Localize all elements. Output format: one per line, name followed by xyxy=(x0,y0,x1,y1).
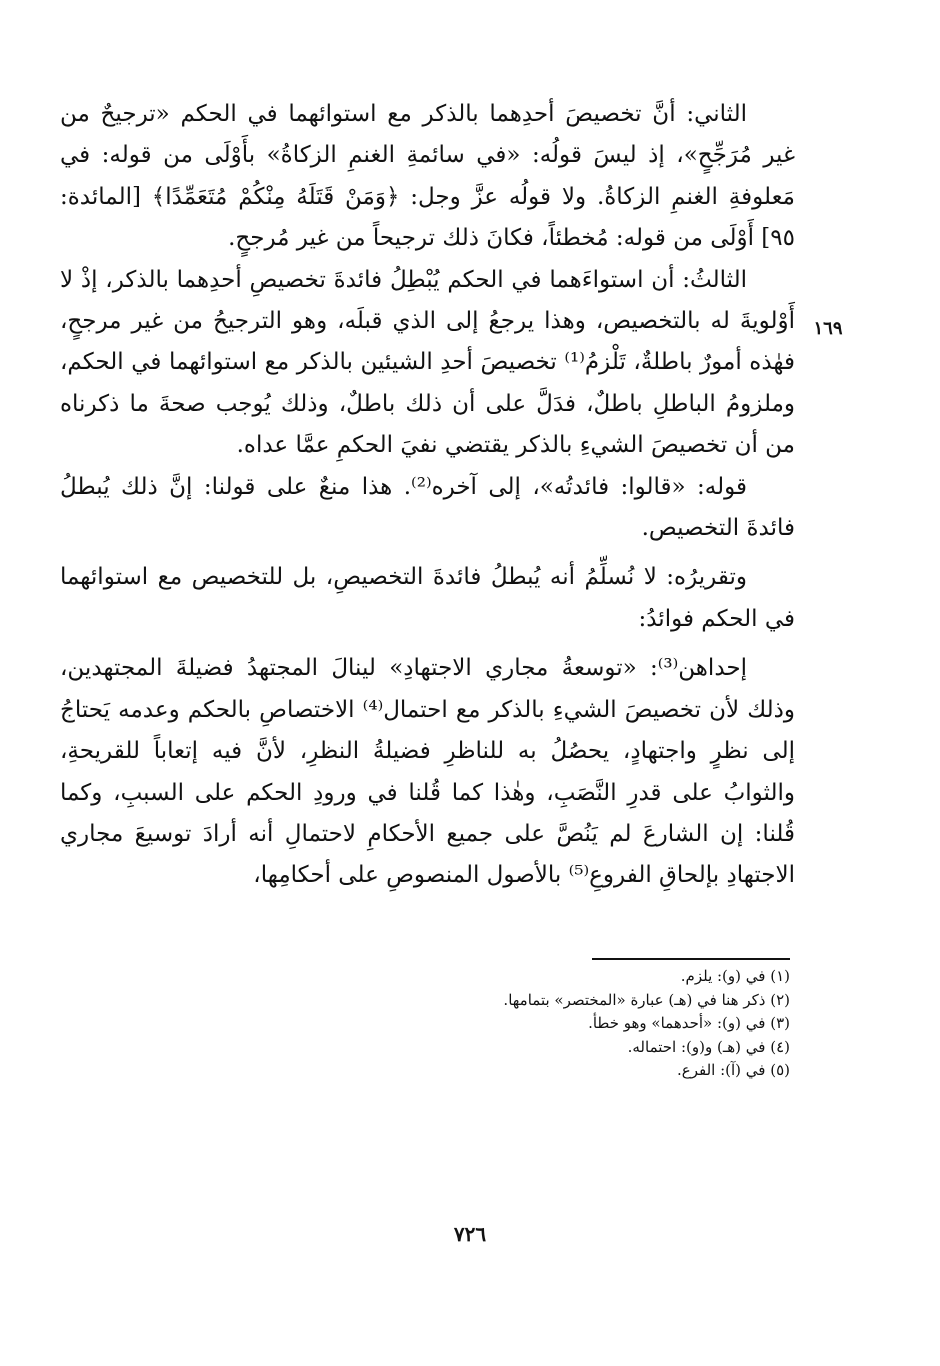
footnote-4: (٤) في (هـ) و(و): احتماله. xyxy=(627,1037,790,1056)
page-number: ٧٢٦ xyxy=(453,1222,487,1246)
footnote-3: (٣) في (و): «أحدهما» وهو خطأ. xyxy=(588,1014,790,1032)
paragraph-objection: قوله: «قالوا: فائدتُه»، إلى آخره⁽²⁾. هذا منعٌ على قولنا: إنَّ ذلك يُبطلُ فائدةَ التخصيص. xyxy=(60,473,795,542)
footnote-divider xyxy=(592,958,790,960)
margin-page-reference: ١٦٩ xyxy=(813,318,843,339)
paragraph-first-benefit: إحداهن⁽³⁾: «توسعةُ مجاري الاجتهادِ» لينالَ المجتهدُ فضيلةَ المجتهدين، وذلك لأن تخصيصَ الشيءِ بالذكر مع احتمال⁽⁴⁾ الاختصاصِ بالحكم وعدمه يَحتاجُ إلى نظرٍ واجتهادٍ، يحصُلُ به للناظرِ فضيلةُ النظرِ، لأنَّ فيه إتعاباً للقريحةِ، والثوابُ على قدرِ النَّصَبِ، وهٰذا كما قُلنا في ورودِ الحكم على السببِ، وكما قُلنا: إن الشارعَ لم يَنُصَّ على جميع الأحكامِ لاحتمالِ أنه أرادَ توسيعَ مجاري الاجتهادِ بإلحاقِ الفروعِ⁽⁵⁾ بالأصول المنصوصِ على أحكامِها، xyxy=(60,655,795,889)
paragraph-second-argument: الثاني: أنَّ تخصيصَ أحدِهما بالذكر مع استوائهما في الحكم «ترجيحٌ من غير مُرَجِّحٍ»، إذ ليسَ قولُه: «في سائمةِ الغنمِ الزكاةُ» بأَوْلَى من قوله: في مَعلوفةِ الغنمِ الزكاةُ. ولا قولُه عزَّ وجل: ﴿وَمَنْ قَتَلَهُ مِنْكُمْ مُتَعَمِّدًا﴾ [المائدة: ٩٥] أَوْلَى من قوله: مُخطئاً، فكانَ ذلك ترجيحاً من غير مُرجحٍ. xyxy=(60,101,795,252)
paragraph-explanation: وتقريرُه: لا نُسلِّمُ أنه يُبطلُ فائدةَ التخصيصِ، بل للتخصيص مع استوائهما في الحكم فوائدُ: xyxy=(60,564,795,632)
footnote-5: (٥) في (آ): الفرع. xyxy=(677,1061,790,1079)
footnote-1: (١) في (و): يلزم. xyxy=(680,967,790,985)
main-text xyxy=(60,94,795,897)
footnote-2: (٢) ذكر هنا في (هـ) عبارة «المختصر» بتمامها. xyxy=(503,990,790,1009)
paragraph-third-argument: الثالثُ: أن استواءَهما في الحكم يُبْطِلُ فائدةَ تخصيصِ أحدِهما بالذكر، إذْ لا أَوْلويةَ له بالتخصيص، وهذا يرجعُ إلى الذي قبلَه، وهو الترجيحُ من غير مرجحٍ، فهٰذه أمورٌ باطلةٌ، تَلْزمُ⁽¹⁾ تخصيصَ أحدِ الشيئين بالذكر مع استوائهما في الحكم، وملزومُ الباطلِ باطلٌ، فدَلَّ على أن ذلك باطلٌ، وذلك يُوجب صحةَ ما ذكرناه من أن تخصيصَ الشيءِ بالذكر يقتضي نفيَ الحكمِ عمَّا عداه. xyxy=(60,266,795,459)
footnotes xyxy=(250,965,790,1083)
